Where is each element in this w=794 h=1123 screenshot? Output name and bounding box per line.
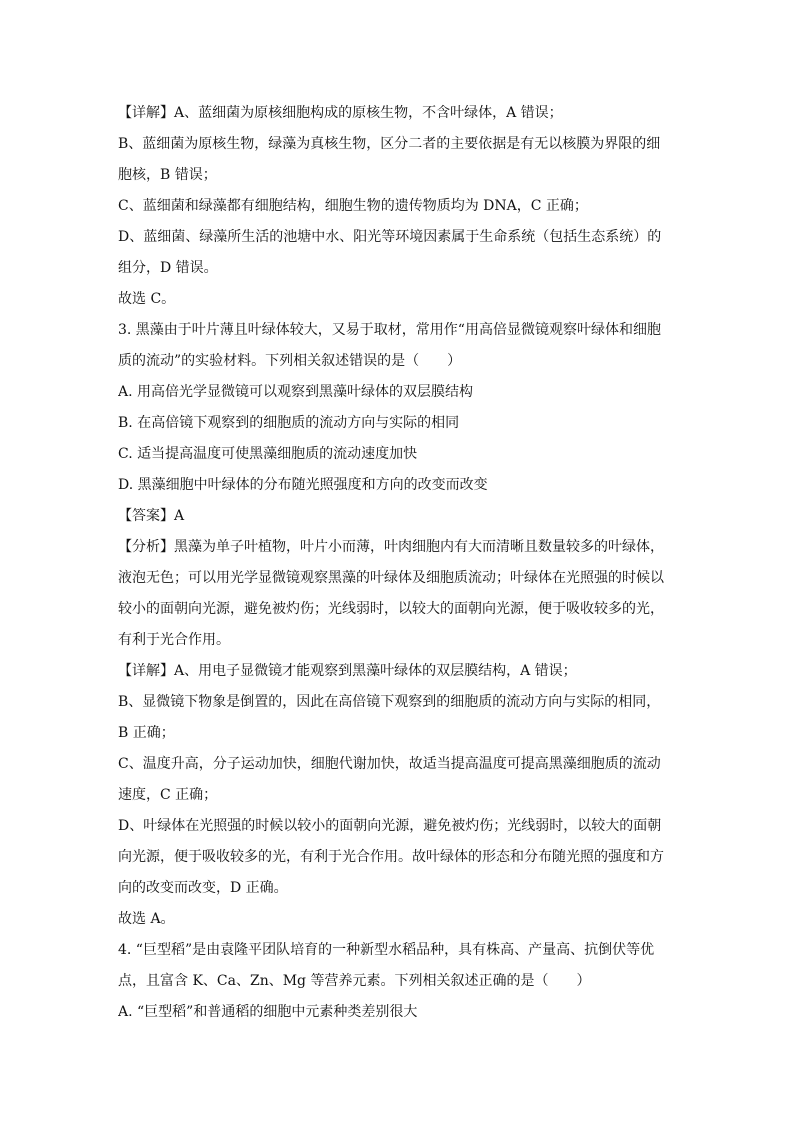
explanation-line: 向光源，便于吸收较多的光，有利于光合作用。故叶绿体的形态和分布随光照的强度和方 bbox=[118, 849, 664, 865]
text-line: 胞核，B 错误； bbox=[118, 167, 217, 183]
analysis-line: 有利于光合作用。 bbox=[118, 632, 230, 648]
explanation-line: C、温度升高，分子运动加快，细胞代谢加快，故适当提高温度可提高黑藻细胞质的流动 bbox=[118, 756, 661, 772]
explanation-line: 【详解】A、用电子显微镜才能观察到黑藻叶绿体的双层膜结构，A 错误； bbox=[118, 663, 577, 679]
option-c: C. 适当提高温度可使黑藻细胞质的流动速度加快 bbox=[118, 446, 418, 462]
answer-line: 【答案】A bbox=[118, 508, 185, 524]
option-a: A. 用高倍光学显微镜可以观察到黑藻叶绿体的双层膜结构 bbox=[118, 384, 474, 400]
question-4-stem: 点，且富含 K、Ca、Zn、Mg 等营养元素。下列相关叙述正确的是（ ） bbox=[118, 973, 591, 989]
option-b: B. 在高倍镜下观察到的细胞质的流动方向与实际的相同 bbox=[118, 415, 460, 431]
analysis-line: 【分析】黑藻为单子叶植物，叶片小而薄，叶肉细胞内有大而清晰且数量较多的叶绿体， bbox=[118, 539, 664, 555]
analysis-line: 液泡无色；可以用光学显微镜观察黑藻的叶绿体及细胞质流动；叶绿体在光照强的时候以 bbox=[118, 570, 664, 586]
text-line: 组分，D 错误。 bbox=[118, 260, 218, 276]
explanation-line: D、叶绿体在光照强的时候以较小的面朝向光源，避免被灼伤；光线弱时，以较大的面朝 bbox=[118, 818, 662, 834]
text-line: D、蓝细菌、绿藻所生活的池塘中水、阳光等环境因素属于生命系统（包括生态系统）的 bbox=[118, 229, 662, 245]
text-line: 故选 C。 bbox=[118, 291, 176, 307]
document-body bbox=[118, 98, 678, 1028]
explanation-line: 速度，C 正确； bbox=[118, 787, 218, 803]
question-3-stem: 质的流动”的实验材料。下列相关叙述错误的是（ ） bbox=[118, 353, 462, 369]
option-d: D. 黑藻细胞中叶绿体的分布随光照强度和方向的改变而改变 bbox=[118, 477, 488, 493]
explanation-line: B 正确； bbox=[118, 725, 175, 741]
text-line: B、蓝细菌为原核生物，绿藻为真核生物，区分二者的主要依据是有无以核膜为界限的细 bbox=[118, 136, 661, 152]
question-4-stem: 4. “巨型稻”是由袁隆平团队培育的一种新型水稻品种，具有株高、产量高、抗倒伏等优 bbox=[118, 942, 655, 958]
answer-choice-line: 故选 A。 bbox=[118, 911, 175, 927]
text-line: 【详解】A、蓝细菌为原核细胞构成的原核生物，不含叶绿体，A 错误； bbox=[118, 105, 563, 121]
explanation-line: 向的改变而改变，D 正确。 bbox=[118, 880, 288, 896]
question-3-stem: 3. 黑藻由于叶片薄且叶绿体较大，又易于取材，常用作“用高倍显微镜观察叶绿体和细胞 bbox=[118, 322, 661, 338]
option-a: A. “巨型稻”和普通稻的细胞中元素种类差别很大 bbox=[118, 1004, 418, 1020]
explanation-line: B、显微镜下物象是倒置的，因此在高倍镜下观察到的细胞质的流动方向与实际的相同， bbox=[118, 694, 661, 710]
text-line: C、蓝细菌和绿藻都有细胞结构，细胞生物的遗传物质均为 DNA，C 正确； bbox=[118, 198, 588, 214]
analysis-line: 较小的面朝向光源，避免被灼伤；光线弱时，以较大的面朝向光源，便于吸收较多的光， bbox=[118, 601, 664, 617]
